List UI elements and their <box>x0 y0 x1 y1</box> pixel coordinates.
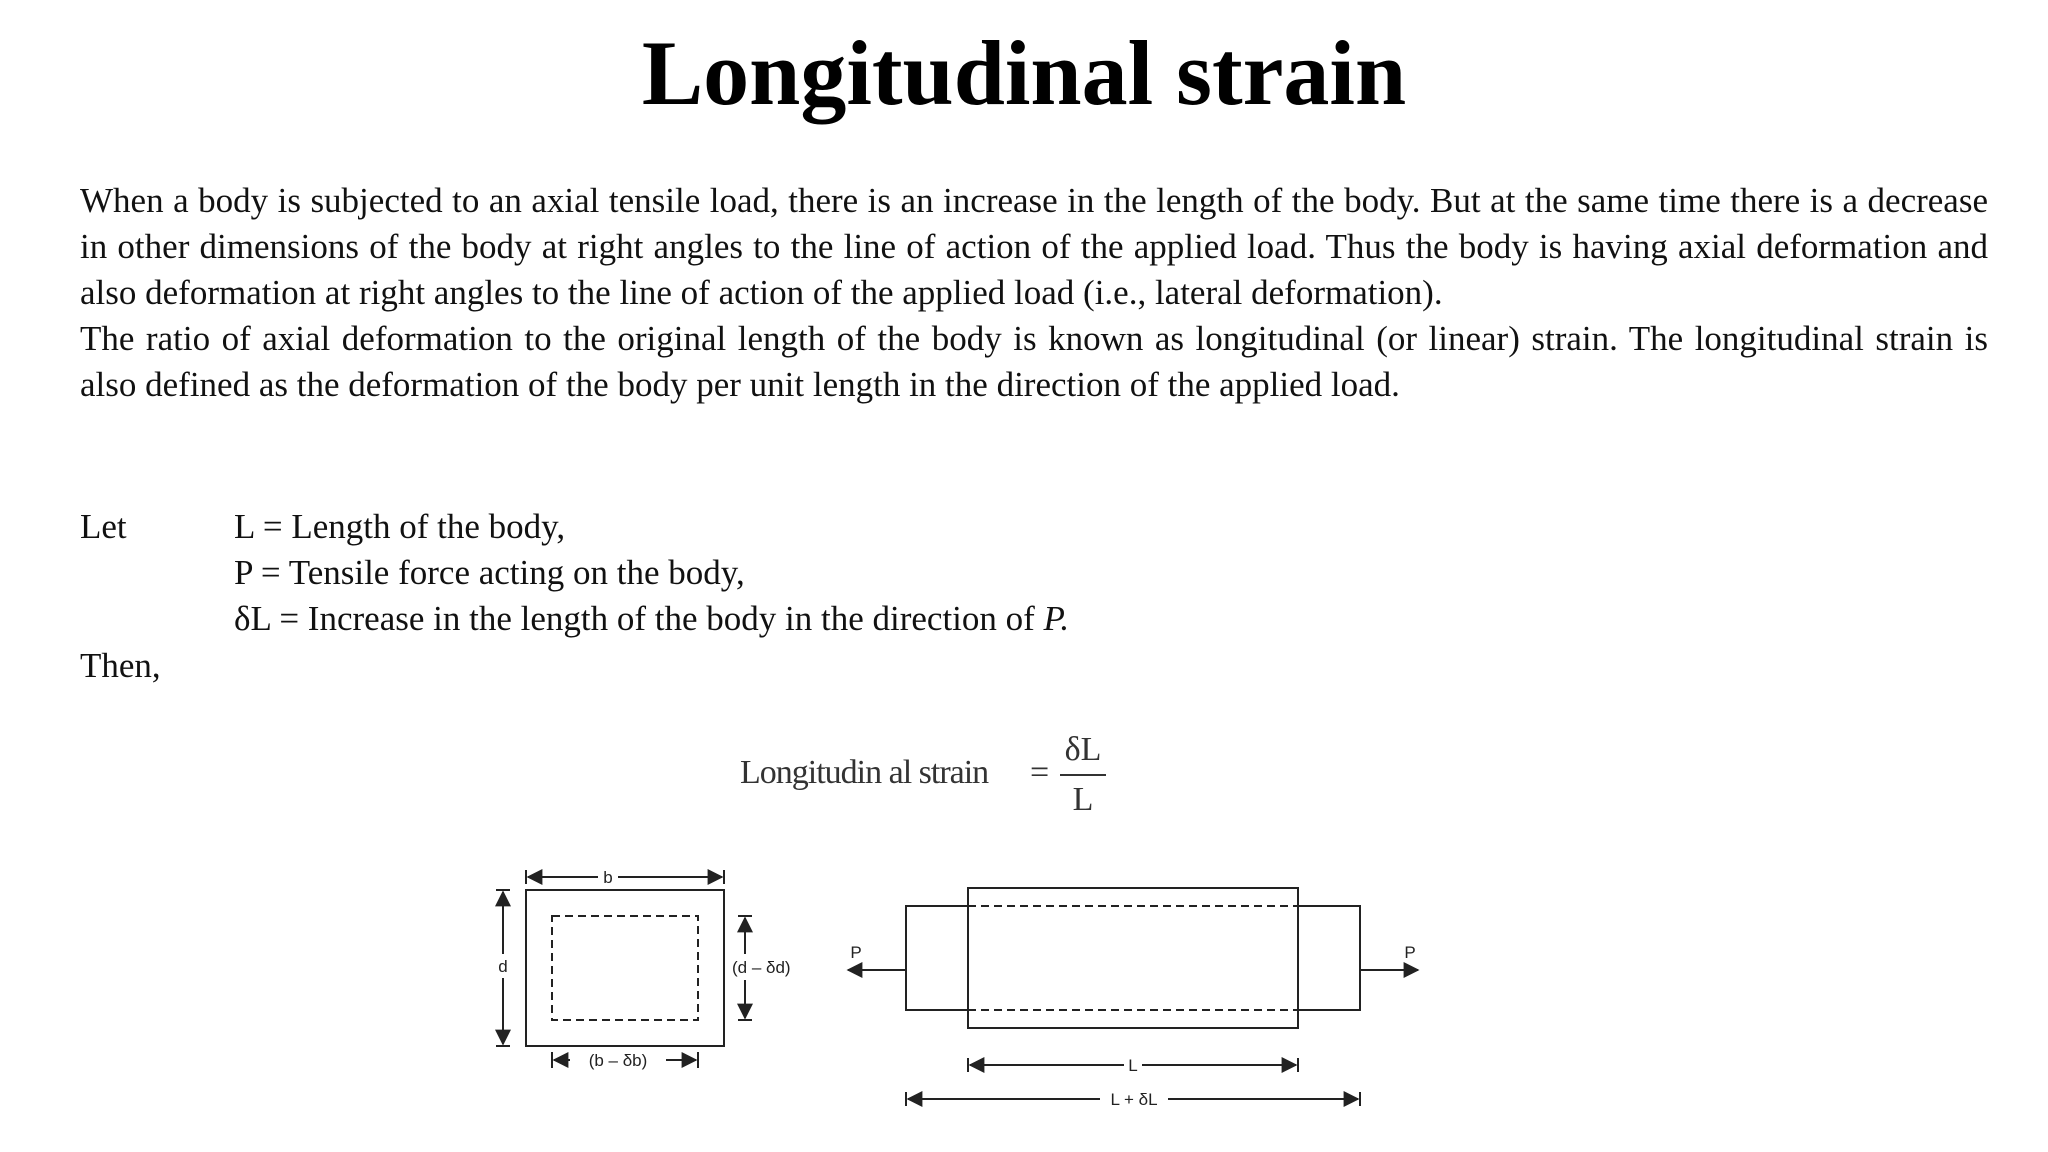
formula-fraction <box>1060 728 1106 822</box>
left-force-label: P <box>850 943 862 962</box>
inner-section <box>552 916 698 1020</box>
width-label: b <box>603 868 613 887</box>
definition-elongation-symbol: P. <box>1043 599 1070 638</box>
definition-length: L = Length of the body, <box>234 507 566 546</box>
formula-denominator: L <box>1072 781 1094 818</box>
strain-diagram <box>470 850 1510 1130</box>
reduced-depth-label: (d – δd) <box>732 958 791 977</box>
definition-elongation-text: δL = Increase in the length of the body in the direction of <box>234 599 1044 638</box>
depth-label: d <box>498 957 508 976</box>
formula-numerator: δL <box>1064 731 1102 768</box>
paragraph-definition: The ratio of axial deformation to the original length of the body is known as longitudinal (or linear) strain. The longitudinal strain is also defined as the deformation of the body per unit length in the direction of the applied load. <box>80 319 1988 404</box>
fraction-bar <box>1060 774 1106 776</box>
formula-label: Longitudin al strain <box>740 754 989 791</box>
bar-right-end <box>1298 906 1360 1010</box>
length-label: L <box>1128 1056 1138 1075</box>
definition-elongation <box>234 596 1069 642</box>
outer-section <box>526 890 724 1046</box>
paragraph-intro: When a body is subjected to an axial tensile load, there is an increase in the length of the body. But at the same time there is a decrease in other dimensions of the body at right angles to the line of action of the applied load. Thus the body is having axial deformation and also deformation at right angles to the line of action of the applied load (i.e., lateral deformation). <box>80 181 1988 312</box>
cross-section <box>496 868 791 1070</box>
bar-left-end <box>906 906 968 1010</box>
page-title: Longitudinal strain <box>641 22 1407 124</box>
definition-lead: Let <box>80 507 127 546</box>
then-text: Then, <box>80 646 161 685</box>
right-force-label: P <box>1404 943 1416 962</box>
bar-body <box>968 888 1298 1028</box>
loaded-bar <box>848 888 1418 1109</box>
extended-length-label: L + δL <box>1110 1090 1158 1109</box>
body-text <box>80 178 1988 408</box>
reduced-width-label: (b – δb) <box>588 1051 648 1070</box>
formula-equals: = <box>1030 754 1050 791</box>
definition-force: P = Tensile force acting on the body, <box>234 553 745 592</box>
